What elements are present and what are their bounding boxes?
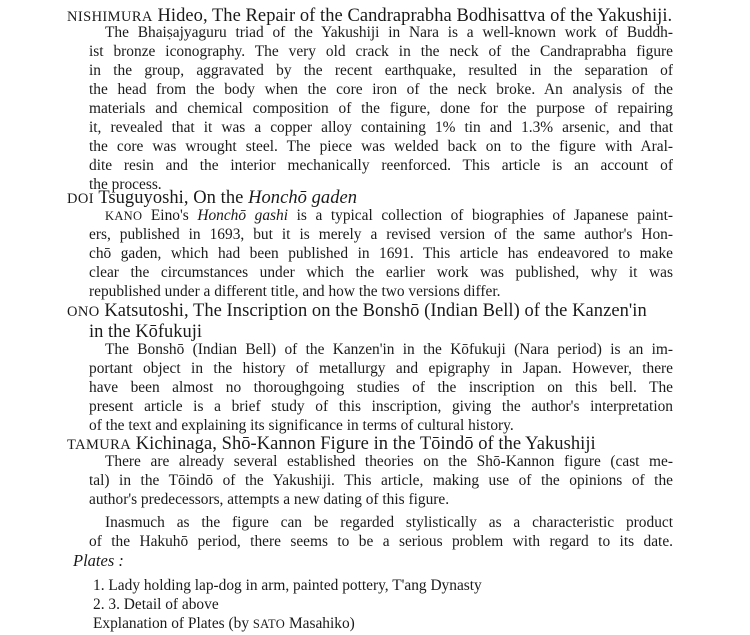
article-title-text: , The Inscription on the Bonshō (Indian Bell) of the Kanzen'in: [183, 301, 647, 321]
author-given-name: Katsutoshi: [104, 301, 184, 321]
abstract-line: chō gaden, which had been published in 1691. This article has endeavored to make: [89, 245, 673, 262]
article-title-text: , On the: [183, 188, 249, 208]
plate-item: 2. 3. Detail of above: [93, 596, 219, 613]
abstract-line: clear the circumstances under which the earlier work was published, why it was: [89, 264, 673, 281]
article-title-italic: Honchō gaden: [248, 188, 358, 208]
abstract-line: There are already several established theories on the Shō-Kannon figure (cast me-: [105, 453, 673, 470]
explanation-suffix: Masahiko): [285, 615, 355, 632]
abstract-line: have been almost no thoroughgoing studies of the inscription on this bell. The: [89, 379, 673, 396]
abstract-line: of the text and explaining its significance in terms of cultural history.: [89, 417, 514, 434]
abstract-line: tal) in the Tōindō of the Yakushiji. This article, making use of the opinions of the: [89, 472, 673, 489]
abstract-line: portant object in the history of metallurgy and epigraphy in Japan. However, there: [89, 360, 673, 377]
abstract-line: in the group, aggravated by the recent earthquake, resulted in the separation of: [89, 62, 673, 79]
abstract-line: materials and chemical composition of the figure, done for the purpose of repairing: [89, 100, 673, 117]
abstract-line: the core was wrought steel. The piece was welded back on to the figure with Aral-: [89, 138, 673, 155]
article-abstract-tamura: [89, 452, 673, 551]
article-abstract-nishimura: [89, 23, 673, 194]
abstract-line: present article is a brief study of this inscription, giving the author's interpretation: [89, 398, 673, 415]
author-family-name: NISHIMURA: [67, 9, 153, 25]
author-family-name: TAMURA: [67, 437, 132, 453]
explanation-prefix: Explanation of Plates (by: [93, 615, 253, 632]
explainer-family-name: SATO: [252, 617, 286, 631]
abstract-line: The Bonshō (Indian Bell) of the Kanzen'in in the Kōfukuji (Nara period) is an im-: [105, 341, 673, 358]
painter-name-small-caps: KANO: [105, 209, 143, 223]
article-abstract-doi: [89, 206, 673, 301]
author-given-name: Tsuguyoshi: [98, 188, 184, 208]
plate-item: 1. Lady holding lap-dog in arm, painted pottery, T'ang Dynasty: [93, 577, 482, 594]
author-family-name: ONO: [67, 304, 100, 320]
plates-explanation: [93, 614, 355, 634]
abstract-line-rest: is a typical collection of biographies of Japanese paint-: [288, 207, 673, 224]
abstract-line: Inasmuch as the figure can be regarded stylistically as a characteristic product: [105, 514, 673, 531]
article-abstract-ono: [89, 340, 673, 435]
abstract-line: the head from the body when the core iron of the neck broke. An analysis of the: [89, 81, 673, 98]
book-title-italic: Honchō gashi: [197, 207, 288, 224]
abstract-line: [89, 206, 673, 225]
abstract-line: the process.: [89, 176, 162, 193]
abstract-line: republished under a different title, and how the two versions differ.: [89, 283, 501, 300]
abstract-line: ist bronze iconography. The very old crack in the neck of the Candraprabha figure: [89, 43, 673, 60]
painter-given-name: Eino's: [142, 207, 198, 224]
abstract-line: dite resin and the interior mechanically reenforced. This article is an account of: [89, 157, 673, 174]
author-given-name: Hideo: [157, 6, 203, 26]
article-title-text: , The Repair of the Candraprabha Bodhisattva of the Yakushiji.: [202, 6, 673, 26]
plates-heading: Plates :: [73, 551, 124, 570]
abstract-line: author's predecessors, attempts a new dating of this figure.: [89, 491, 450, 508]
article-title-continuation: in the Kōfukuji: [89, 322, 203, 342]
abstract-line: it, revealed that it was a copper alloy containing 1% tin and 1.3% arsenic, and that: [89, 119, 673, 136]
abstract-line: ers, published in 1693, but it is merely a revised version of the same author's Hon-: [89, 226, 673, 243]
author-family-name: DOI: [67, 191, 94, 207]
article-title-text: , Shō-Kannon Figure in the Tōindō of the Yakushiji: [212, 434, 596, 454]
abstract-line: The Bhaiṣajyaguru triad of the Yakushiji in Nara is a well-known work of Buddh-: [105, 24, 673, 41]
abstract-line: of the Hakuhō period, there seems to be a serious problem with regard to its date.: [89, 533, 673, 550]
author-given-name: Kichinaga: [135, 434, 213, 454]
